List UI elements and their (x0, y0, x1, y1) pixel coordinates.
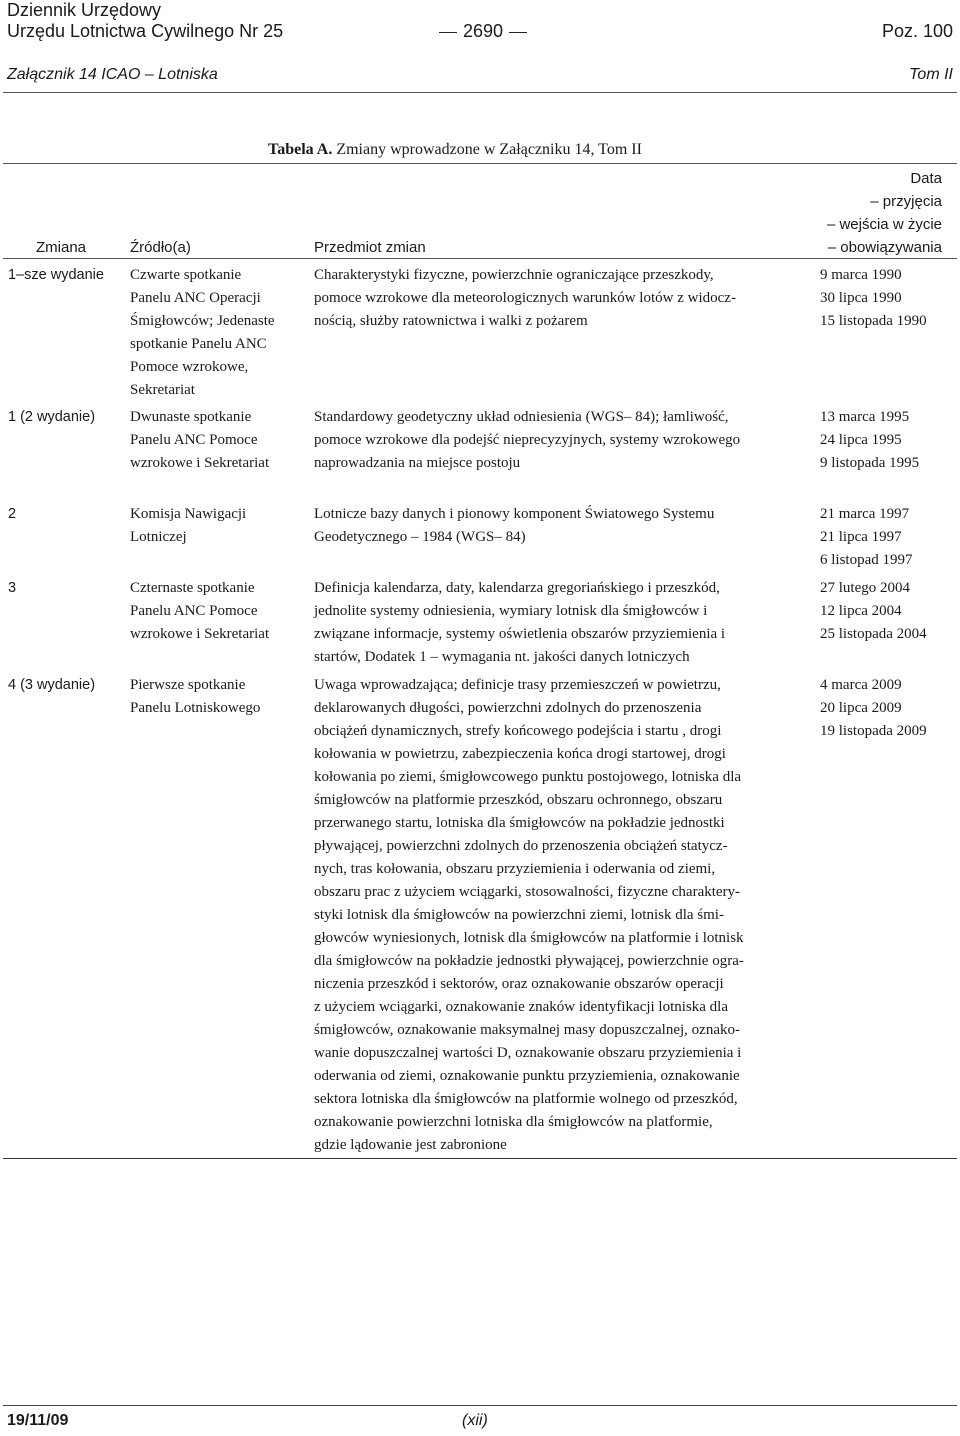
footer-divider (3, 1405, 957, 1406)
cell-line: Panelu ANC Operacji (130, 290, 261, 306)
cell-line: pomoce wzrokowe dla meteorologicznych warunków lotów z widocz- (314, 290, 736, 306)
cell-line: obciążeń dynamicznych, strefy końcowego podejścia i startu , drogi (314, 723, 722, 739)
cell-daty (820, 674, 960, 743)
header-bottom-rule (3, 258, 957, 259)
cell-line: 24 lipca 1995 (820, 432, 902, 448)
cell-line: kołowania w powietrzu, zabezpieczenia końca drogi startowej, drogi (314, 746, 726, 762)
cell-line: Pierwsze spotkanie (130, 677, 246, 693)
cell-daty (820, 577, 960, 646)
cell-przedmiot (314, 577, 810, 669)
cell-line: 9 marca 1990 (820, 267, 902, 283)
cell-line: z użyciem wciągarki, oznakowanie znaków identyfikacji lotniska dla (314, 999, 729, 1015)
cell-line: Definicja kalendarza, daty, kalendarza gregoriańskiego i przeszkód, (314, 580, 720, 596)
cell-line: kołowania po ziemi, śmigłowcowego punktu postojowego, lotniska dla (314, 769, 742, 785)
cell-line: pomoce wzrokowe dla podejść nieprecyzyjnych, systemy wzrokowego (314, 432, 741, 448)
cell-zrodlo (130, 264, 305, 402)
cell-przedmiot (314, 264, 810, 333)
cell-line: niczenia przeszkód i sektorów, oraz oznakowanie obszarów operacji (314, 976, 724, 992)
cell-zmiana: 2 (8, 506, 17, 522)
cell-line: jednolite systemy odniesienia, wymiary lotnisk dla śmigłowców i (314, 603, 708, 619)
cell-daty (820, 406, 960, 475)
publisher: Urzędu Lotnictwa Cywilnego Nr 25 (7, 21, 284, 41)
cell-daty (820, 503, 960, 572)
cell-przedmiot (314, 503, 810, 549)
cell-line: Panelu ANC Pomoce (130, 432, 258, 448)
cell-zmiana: 1–sze wydanie (8, 267, 104, 283)
cell-daty (820, 264, 960, 333)
cell-line: styki lotnisk dla śmigłowców na powierzchni ziemi, lotnisk dla śmi- (314, 907, 724, 923)
footer-page-number: (xii) (462, 1412, 488, 1429)
dash-right (509, 32, 527, 33)
page-number (439, 21, 527, 42)
cell-line: dla śmigłowców na pokładzie jednostki pływającej, powierzchnie ogra- (314, 953, 744, 969)
annex-label: Załącznik 14 ICAO – Lotniska (7, 66, 218, 83)
cell-line: Dwunaste spotkanie (130, 409, 252, 425)
cell-line: 19 listopada 2009 (820, 723, 927, 739)
cell-line: 21 lipca 1997 (820, 529, 902, 545)
table-title-text: Zmiany wprowadzone w Załączniku 14, Tom II (336, 141, 642, 158)
cell-line: Panelu Lotniskowego (130, 700, 261, 716)
cell-line: Czternaste spotkanie (130, 580, 255, 596)
cell-zrodlo (130, 503, 305, 549)
column-header-zmiana: Zmiana (36, 239, 87, 256)
column-header-data (827, 167, 942, 259)
cell-line: naprowadzania na miejsce postoju (314, 455, 521, 471)
cell-zmiana: 1 (2 wydanie) (8, 409, 96, 425)
cell-line: 30 lipca 1990 (820, 290, 902, 306)
table-title (268, 141, 642, 159)
cell-line: Pomoce wzrokowe, (130, 359, 249, 375)
footer-date: 19/11/09 (7, 1412, 69, 1429)
cell-line: 15 listopada 1990 (820, 313, 927, 329)
cell-line: związane informacje, systemy oświetlenia obszarów przyziemienia i (314, 626, 726, 642)
cell-line: Komisja Nawigacji (130, 506, 247, 522)
cell-line: 25 listopada 2004 (820, 626, 927, 642)
journal-title: Dziennik Urzędowy (7, 0, 162, 20)
table-title-lead: Tabela A. (268, 141, 333, 158)
cell-line: śmigłowców, oznakowanie maksymalnej masy dopuszczalnej, oznako- (314, 1022, 740, 1038)
cell-line: wanie dopuszczalnej wartości D, oznakowanie obszaru przyziemienia i (314, 1045, 742, 1061)
cell-line: Lotniczej (130, 529, 187, 545)
cell-line: 21 marca 1997 (820, 506, 910, 522)
cell-line: startów, Dodatek 1 – wymagania nt. jakości danych lotniczych (314, 649, 690, 665)
cell-line: Geodetycznego – 1984 (WGS– 84) (314, 529, 526, 545)
cell-line: 4 marca 2009 (820, 677, 902, 693)
cell-line: gdzie lądowanie jest zabronione (314, 1137, 507, 1153)
cell-line: 20 lipca 2009 (820, 700, 902, 716)
cell-line: głowców wyniesionych, lotnisk dla śmigłowców na platformie i lotnisk (314, 930, 744, 946)
header-divider (3, 92, 957, 93)
volume-label: Tom II (909, 66, 953, 83)
cell-zmiana: 4 (3 wydanie) (8, 677, 96, 693)
cell-line: 13 marca 1995 (820, 409, 910, 425)
cell-line: deklarowanych długości, powierzchni zdolnych do przenoszenia (314, 700, 702, 716)
dash-left (439, 32, 457, 33)
cell-line: wzrokowe i Sekretariat (130, 455, 270, 471)
cell-line: 9 listopada 1995 (820, 455, 920, 471)
cell-line: Sekretariat (130, 382, 195, 398)
cell-line: spotkanie Panelu ANC (130, 336, 267, 352)
page-number-value: 2690 (463, 21, 504, 41)
column-header-data-line: – wejścia w życie (826, 216, 942, 233)
cell-zrodlo (130, 406, 305, 475)
cell-line: przerwanego startu, lotniska dla śmigłowców na pokładzie jednostki (314, 815, 725, 831)
cell-line: sektora lotniska dla śmigłowców na platformie wolnego od przeszkód, (314, 1091, 738, 1107)
cell-line: pływającej, powierzchni zdolnych do przenoszenia obciążeń statycz- (314, 838, 728, 854)
cell-line: oderwania od ziemi, oznakowanie punktu przyziemienia, oznakowanie (314, 1068, 740, 1084)
table-top-rule (3, 163, 957, 164)
cell-line: Uwaga wprowadzająca; definicje trasy przemieszczeń w powietrzu, (314, 677, 721, 693)
cell-line: Śmigłowców; Jedenaste (130, 313, 275, 329)
cell-line: wzrokowe i Sekretariat (130, 626, 270, 642)
cell-line: Panelu ANC Pomoce (130, 603, 258, 619)
cell-przedmiot (314, 674, 810, 1157)
cell-zrodlo (130, 577, 305, 646)
cell-line: obszaru prac z użyciem wciągarki, stosowalności, fizyczne charaktery- (314, 884, 741, 900)
cell-zmiana: 3 (8, 580, 17, 596)
column-header-zrodlo: Źródło(a) (130, 239, 191, 256)
table-bottom-rule (3, 1158, 957, 1159)
cell-line: oznakowanie powierzchni lotniska dla śmigłowców na platformie, (314, 1114, 713, 1130)
cell-line: Lotnicze bazy danych i pionowy komponent Światowego Systemu (314, 506, 715, 522)
column-header-przedmiot: Przedmiot zmian (314, 239, 426, 256)
position-ref: Poz. 100 (881, 21, 953, 41)
cell-line: 12 lipca 2004 (820, 603, 902, 619)
cell-line: nością, służby ratownictwa i walki z pożarem (314, 313, 588, 329)
cell-line: Charakterystyki fizyczne, powierzchnie ograniczające przeszkody, (314, 267, 714, 283)
cell-line: śmigłowców na platformie przeszkód, obszaru ochronnego, obszaru (314, 792, 723, 808)
cell-line: 27 lutego 2004 (820, 580, 910, 596)
column-header-data-line: Data (910, 170, 942, 187)
column-header-data-line: – przyjęcia (870, 193, 942, 210)
cell-line: Czwarte spotkanie (130, 267, 242, 283)
cell-line: 6 listopad 1997 (820, 552, 913, 568)
cell-przedmiot (314, 406, 810, 475)
cell-line: Standardowy geodetyczny układ odniesienia (WGS– 84); łamliwość, (314, 409, 729, 425)
column-header-data-line: – obowiązywania (827, 239, 942, 256)
cell-zrodlo (130, 674, 305, 720)
cell-line: nych, tras kołowania, obszaru przyziemienia i oderwania od ziemi, (314, 861, 716, 877)
